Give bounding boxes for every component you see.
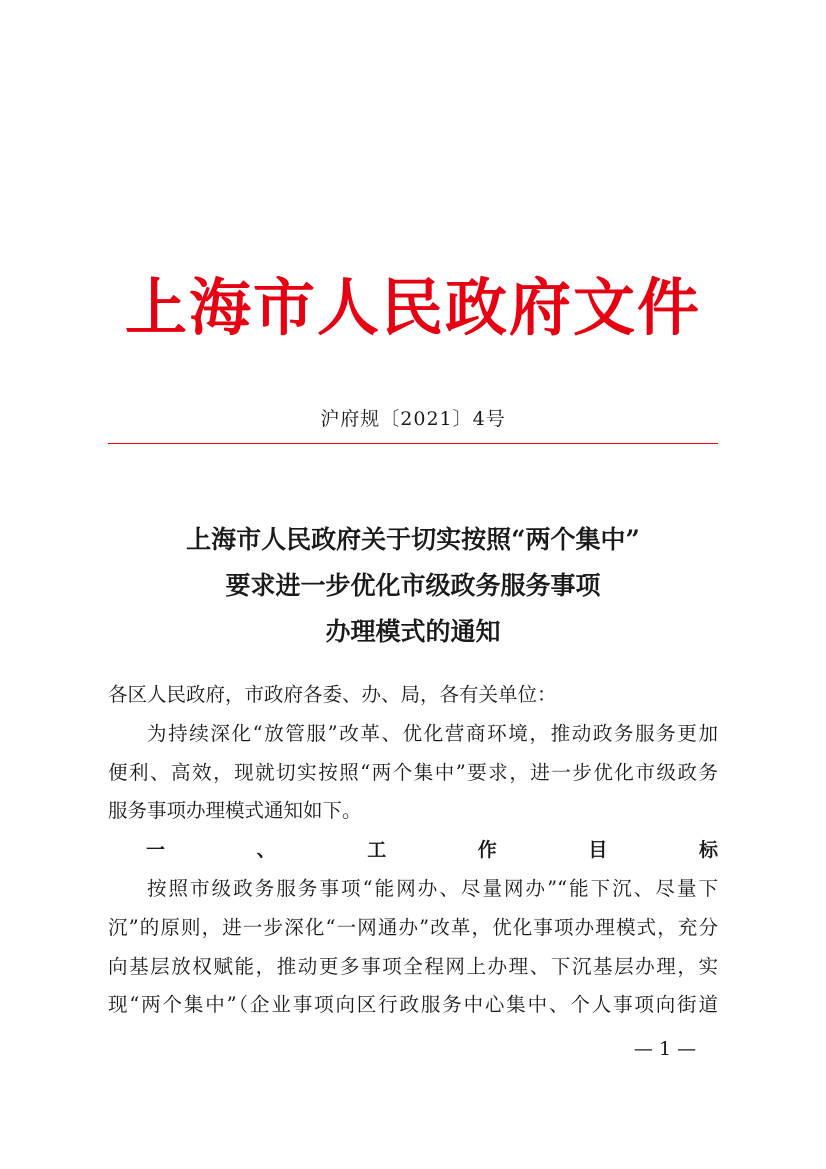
document-masthead: 上海市人民政府文件: [124, 271, 701, 344]
section-line-2: 沉”的原则，进一步深化“一网通办”改革，优化事项办理模式，充分: [108, 915, 718, 939]
intro-line-2: 便利、高效，现就切实按照“两个集中”要求，进一步优化市级政务: [108, 760, 718, 784]
intro-line-3: 服务事项办理模式通知如下。: [108, 799, 362, 823]
salutation: 各区人民政府，市政府各委、办、局，各有关单位：: [108, 683, 557, 706]
section-line-3: 向基层放权赋能，推动更多事项全程网上办理、下沉基层办理，实: [108, 954, 718, 978]
section-line-1: 按照市级政务服务事项“能网办、尽量网办”“能下沉、尽量下: [147, 876, 718, 900]
document-number: 沪府规〔2021〕4号: [320, 408, 506, 430]
title-line-2: 要求进一步优化市级政务服务事项: [225, 571, 601, 600]
title-line-3: 办理模式的通知: [325, 617, 501, 646]
document-body: [108, 676, 718, 1025]
title-line-1: 上海市人民政府关于切实按照“两个集中”: [186, 525, 640, 554]
intro-line-1: 为持续深化“放管服”改革、优化营商环境，推动政务服务更加: [147, 721, 718, 745]
red-separator-line: [108, 443, 718, 444]
section-heading: 一、工作目标: [146, 839, 718, 862]
section-line-4: 现“两个集中”（企业事项向区行政服务中心集中、个人事项向街道: [108, 993, 718, 1017]
page-number: — 1 —: [633, 1038, 697, 1060]
document-title: [108, 517, 718, 655]
